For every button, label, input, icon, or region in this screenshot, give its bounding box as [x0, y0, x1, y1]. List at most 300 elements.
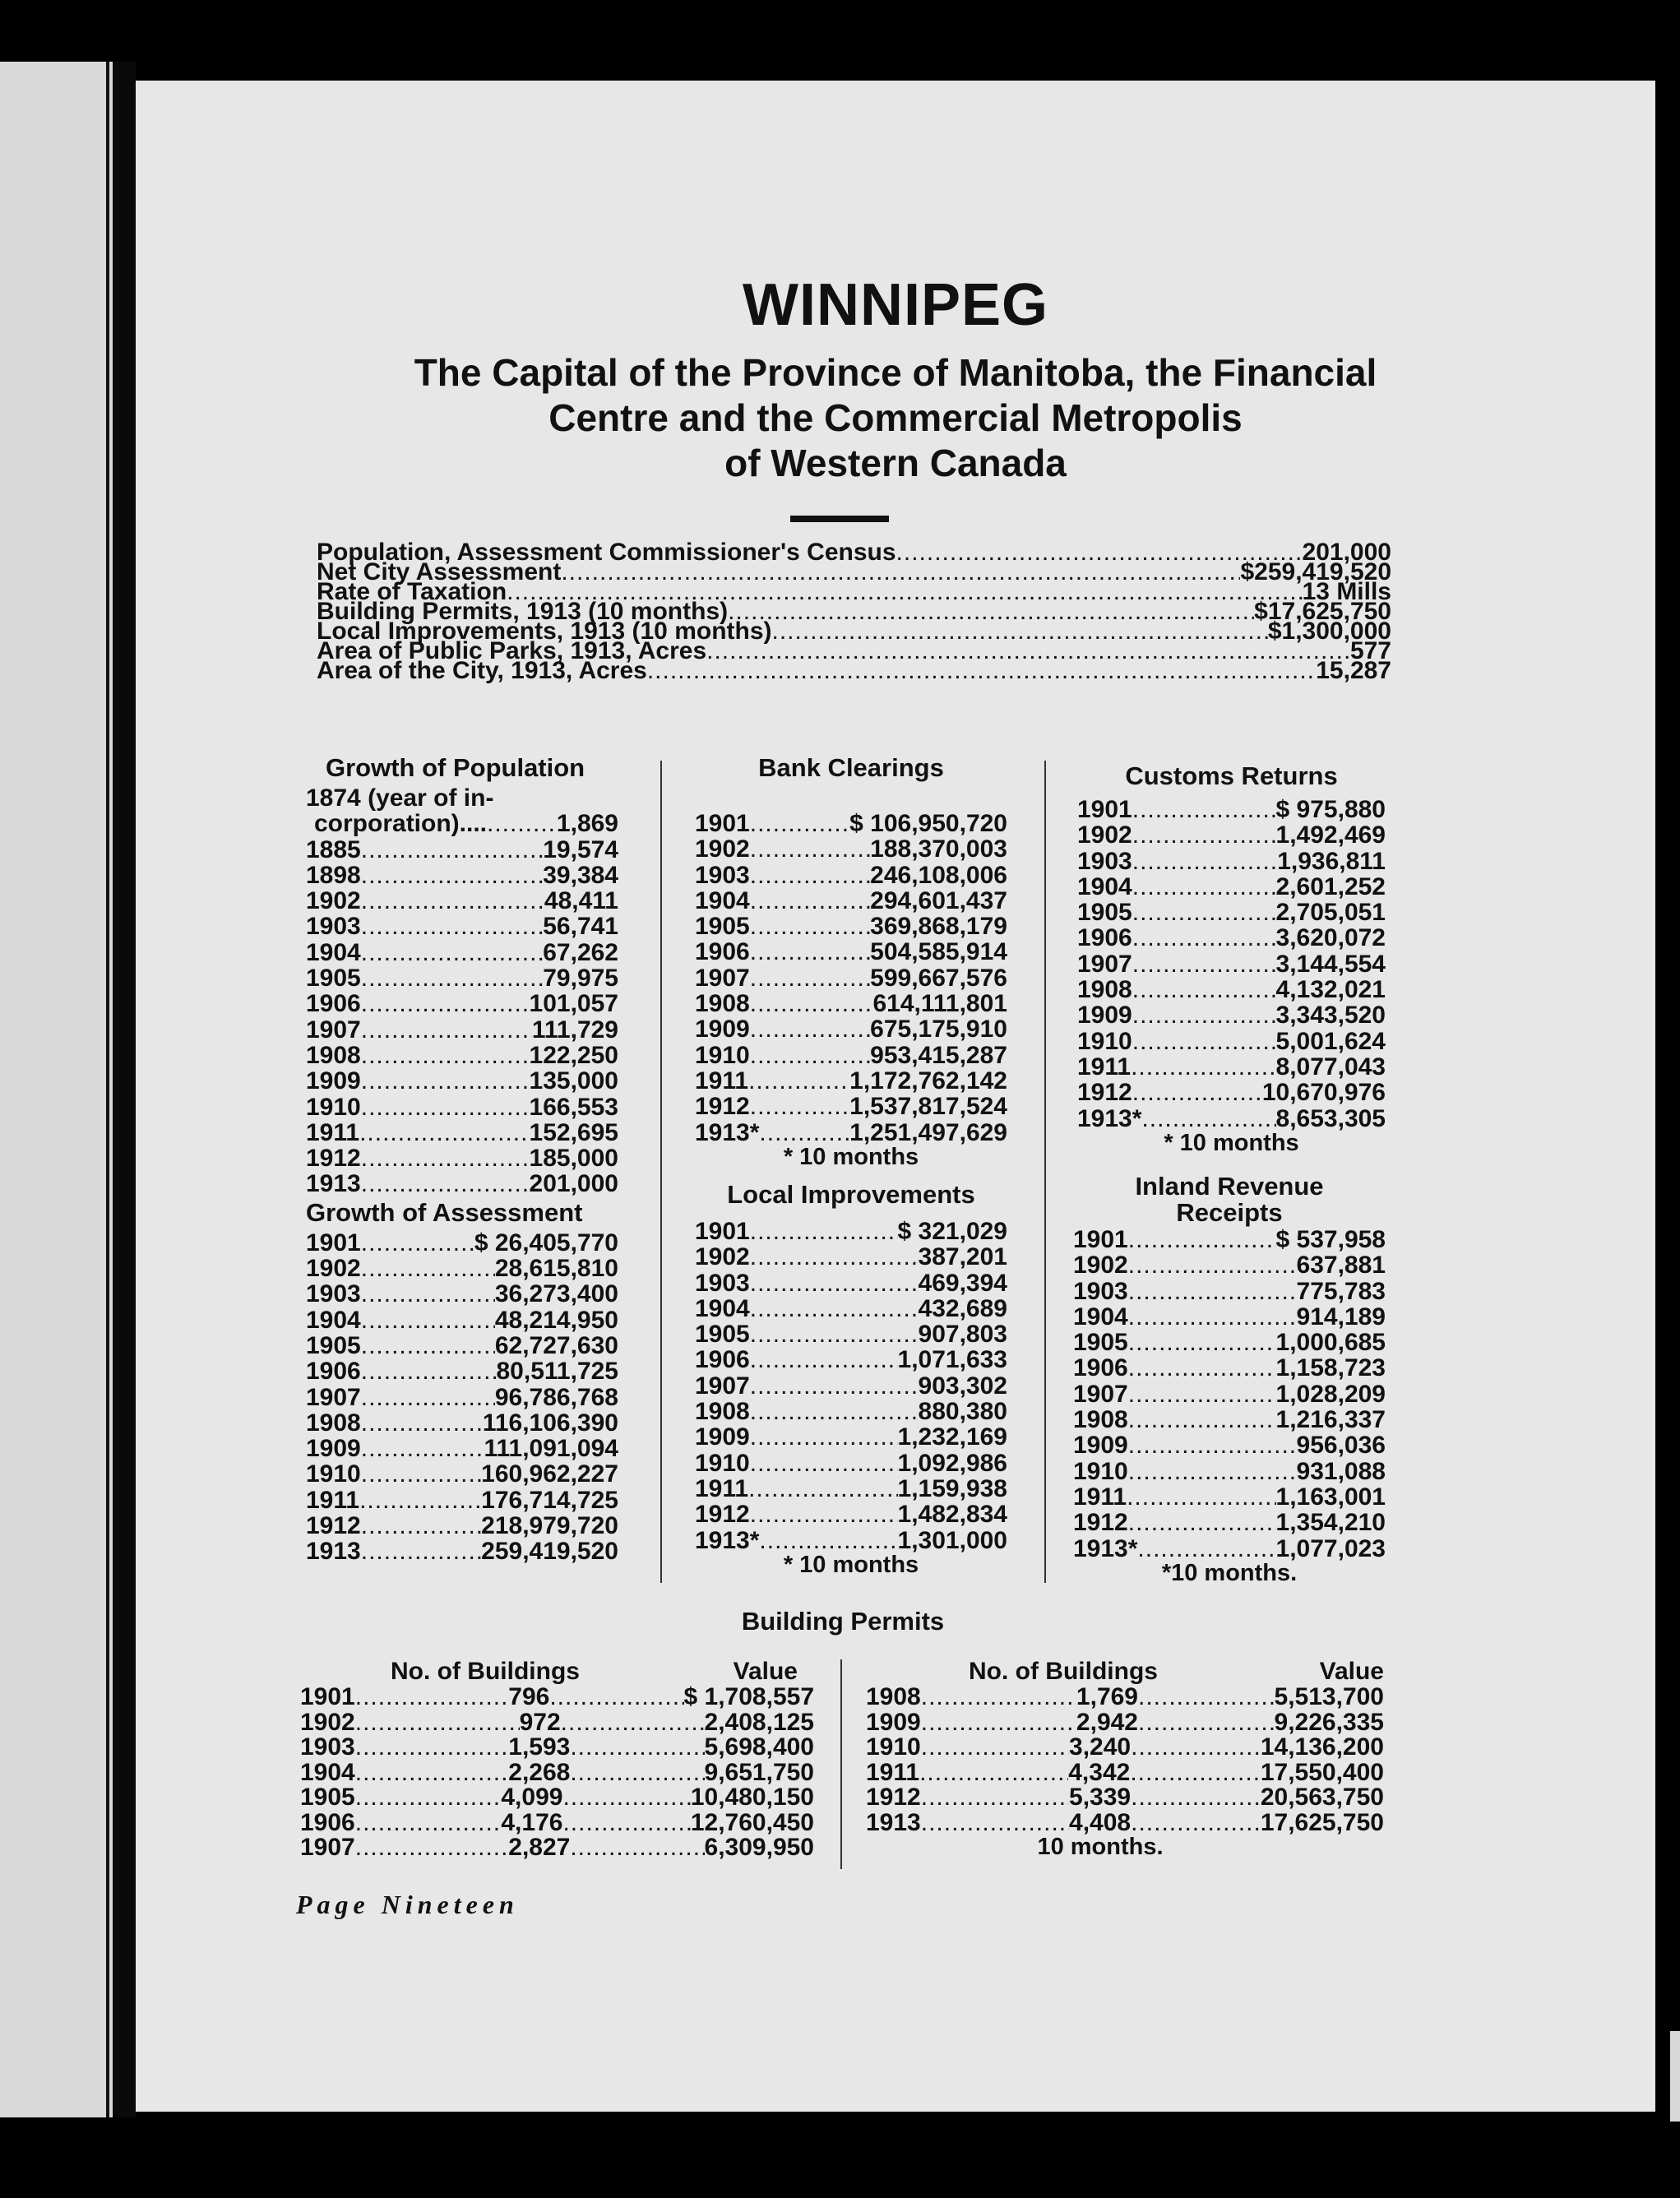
year-cell: 1901: [306, 1229, 361, 1256]
value-cell: 675,175,910: [870, 1016, 1007, 1043]
table-row: [306, 863, 618, 888]
year-cell: 1906: [695, 1346, 750, 1374]
year-cell: 1905: [1077, 899, 1132, 927]
table-row: [1077, 1029, 1386, 1054]
value-cell: 111,091,094: [484, 1435, 618, 1463]
table-row: [695, 1219, 1007, 1244]
year-cell: 1910: [1073, 1457, 1128, 1485]
summary-label: Area of the City, 1913, Acres: [317, 657, 647, 684]
building-permits-heading: Building Permits: [741, 1607, 945, 1636]
value-cell: 1,071,633: [897, 1346, 1007, 1374]
table-row: [1077, 797, 1386, 822]
summary-value: 577: [1349, 637, 1391, 664]
value-cell: 294,601,437: [870, 886, 1007, 914]
value-cell: 101,057: [529, 990, 618, 1018]
table-row: [306, 811, 618, 836]
value-cell: 1,172,762,142: [849, 1067, 1007, 1094]
count-cell: 972: [519, 1708, 561, 1736]
year-cell: 1909: [1073, 1432, 1128, 1460]
table-row: [1077, 900, 1386, 925]
table-row: [306, 1333, 618, 1358]
summary-label: Net City Assessment: [317, 558, 562, 585]
year-cell: 1908: [306, 1409, 361, 1437]
table-heading: Growth of Population: [326, 753, 585, 782]
year-cell: 1904: [1077, 872, 1132, 900]
year-cell: 1902: [1077, 821, 1132, 849]
table-heading: Receipts: [1176, 1198, 1283, 1227]
cell-value: 1,869: [556, 810, 618, 838]
subtitle-line: Centre and the Commercial Metropolis: [548, 396, 1243, 439]
table-row: [300, 1785, 814, 1811]
table-row: [306, 1068, 618, 1094]
table-row: [695, 1528, 1007, 1553]
year-cell: 1902: [1073, 1252, 1128, 1279]
year-cell: 1911: [866, 1758, 920, 1786]
value-cell: 96,786,768: [494, 1383, 618, 1411]
value-cell: 504,585,914: [870, 938, 1007, 966]
year-cell: 1905: [1073, 1329, 1128, 1357]
table-row: [1073, 1510, 1386, 1535]
intro-label: corporation)....: [314, 810, 487, 838]
value-cell: 36,273,400: [494, 1280, 618, 1308]
table-row: [306, 914, 618, 939]
year-cell: 1906: [695, 938, 750, 966]
value-cell: 201,000: [529, 1170, 618, 1198]
value-cell: 1,216,337: [1275, 1406, 1386, 1434]
count-cell: 4,342: [1068, 1758, 1131, 1786]
growth-of-population-table: [306, 752, 618, 1565]
value-cell: 122,250: [529, 1041, 618, 1069]
intro-label: 1874 (year of in-: [306, 784, 494, 812]
page-number: Page Nineteen: [296, 1890, 519, 1919]
value-cell: 903,302: [918, 1372, 1007, 1400]
year-cell: 1910: [866, 1733, 921, 1761]
subtitle-line: The Capital of the Province of Manitoba, the Financial: [414, 351, 1377, 394]
local-improvements-table: [695, 1179, 1007, 1576]
year-cell: 1909: [866, 1708, 921, 1736]
year-cell: 1910: [306, 1093, 361, 1121]
table-row: [306, 1017, 618, 1043]
year-cell: 1902: [306, 887, 361, 915]
table-row: [866, 1785, 1384, 1811]
value-cell: 152,695: [529, 1118, 618, 1146]
table-row: [306, 1256, 618, 1281]
year-cell: 1903: [695, 1269, 750, 1297]
count-cell: 1,593: [508, 1733, 571, 1761]
table-row: [306, 1436, 618, 1461]
value-cell: 1,354,210: [1275, 1509, 1386, 1537]
bank-clearings-table: [695, 752, 1007, 1168]
table-row: [1073, 1252, 1386, 1278]
value-cell: 12,760,450: [690, 1808, 814, 1836]
value-cell: 56,741: [543, 913, 618, 941]
value-cell: 48,411: [544, 887, 618, 915]
value-cell: 1,028,209: [1275, 1380, 1386, 1408]
year-cell: 1910: [695, 1041, 750, 1069]
table-row: [306, 1385, 618, 1410]
value-cell: 10,670,976: [1261, 1079, 1386, 1107]
year-cell: 1912: [306, 1145, 361, 1173]
table-heading: Customs Returns: [1125, 761, 1338, 790]
table-row: [695, 1502, 1007, 1527]
value-cell: 259,419,520: [481, 1538, 618, 1566]
scan-edge-mark: [1670, 2031, 1680, 2122]
table-row: [695, 1094, 1007, 1119]
table-heading: Inland Revenue: [1135, 1172, 1324, 1201]
table-heading: Bank Clearings: [758, 753, 944, 782]
table-row: [695, 1424, 1007, 1450]
year-cell: 1903: [306, 913, 361, 941]
value-cell: 111,729: [531, 1016, 618, 1043]
table-row: [300, 1808, 814, 1836]
summary-label: Area of Public Parks, 1913, Acres: [317, 637, 707, 664]
title-rule: [790, 516, 889, 522]
value-cell: $ 537,958: [1275, 1226, 1386, 1253]
summary-value: 201,000: [1302, 539, 1391, 566]
table-row: [695, 1296, 1007, 1321]
table-row: [695, 811, 1007, 836]
year-cell: 1907: [695, 1372, 750, 1400]
year-cell: 1913: [306, 1170, 361, 1198]
summary-statistics: [317, 539, 1391, 684]
table-row: [1077, 1106, 1386, 1131]
value-cell: 1,537,817,524: [849, 1093, 1007, 1121]
value-cell: 14,136,200: [1260, 1733, 1384, 1761]
year-cell: 1911: [695, 1067, 749, 1094]
summary-label: Population, Assessment Commissioner's Census: [317, 539, 896, 566]
value-cell: 956,036: [1296, 1432, 1386, 1460]
table-row: [695, 1321, 1007, 1347]
page-title: WINNIPEG: [742, 272, 1048, 338]
value-cell: 2,705,051: [1275, 899, 1386, 927]
value-cell: 1,158,723: [1275, 1354, 1386, 1382]
value-cell: 5,513,700: [1274, 1683, 1384, 1710]
table-row: [306, 991, 618, 1016]
table-row: [306, 1120, 618, 1145]
value-cell: $ 975,880: [1275, 796, 1386, 823]
table-row: [306, 1145, 618, 1171]
table-row: [695, 1451, 1007, 1476]
population-rows: [306, 837, 618, 1197]
year-cell: 1907: [300, 1834, 355, 1861]
count-cell: 796: [508, 1683, 550, 1710]
table-row: [866, 1685, 1384, 1710]
count-cell: 5,339: [1069, 1784, 1132, 1811]
year-cell: 1908: [866, 1683, 921, 1710]
table-row: [1073, 1279, 1386, 1304]
inland-revenue-rows: [1073, 1227, 1386, 1562]
book-gutter: [113, 62, 136, 2117]
table-row: [695, 1476, 1007, 1502]
table-row: [695, 1399, 1007, 1424]
value-cell: 166,553: [529, 1093, 618, 1121]
table-row: [695, 836, 1007, 862]
year-cell: 1904: [300, 1758, 355, 1786]
value-cell: 135,000: [529, 1067, 618, 1095]
year-cell: 1907: [695, 964, 750, 992]
table-row: [1073, 1355, 1386, 1381]
count-cell: 2,268: [508, 1758, 571, 1786]
table-row: [300, 1710, 814, 1736]
year-cell: 1912: [1077, 1079, 1132, 1107]
year-cell: 1904: [695, 1294, 750, 1322]
table-row: [1077, 874, 1386, 900]
value-cell: 5,001,624: [1275, 1027, 1386, 1055]
bank-rows: [695, 811, 1007, 1145]
year-cell: 1902: [306, 1255, 361, 1283]
footnote: 10 months.: [1037, 1834, 1164, 1860]
year-cell: 1898: [306, 861, 361, 889]
table-row: [1073, 1484, 1386, 1510]
footnote: * 10 months: [783, 1551, 919, 1578]
value-cell: 469,394: [918, 1269, 1007, 1297]
table-row: [306, 965, 618, 991]
year-cell: 1904: [695, 886, 750, 914]
value-cell: 599,667,576: [870, 964, 1007, 992]
count-cell: 1,769: [1076, 1683, 1138, 1710]
table-row: [695, 1068, 1007, 1094]
year-cell: 1902: [300, 1708, 355, 1736]
year-cell: 1906: [1073, 1354, 1128, 1382]
table-row: [695, 1373, 1007, 1399]
table-row: [1077, 925, 1386, 951]
table-row: [866, 1735, 1384, 1761]
page-edge-line: [106, 62, 109, 2117]
col-header-buildings: No. of Buildings: [391, 1658, 580, 1685]
column-divider: [660, 761, 662, 1583]
year-cell: 1910: [1077, 1027, 1132, 1055]
table-row: [866, 1710, 1384, 1736]
table-row: [695, 1043, 1007, 1068]
value-cell: 3,144,554: [1275, 950, 1386, 978]
year-cell: 1905: [306, 965, 361, 993]
year-cell: 1908: [695, 1398, 750, 1426]
permits-header: [300, 1659, 814, 1685]
table-row: [306, 1094, 618, 1120]
year-cell: 1905: [695, 1321, 750, 1349]
table-row: [1077, 951, 1386, 977]
value-cell: 62,727,630: [494, 1331, 618, 1359]
year-cell: 1901: [695, 1218, 750, 1245]
value-cell: 1,482,834: [897, 1501, 1007, 1529]
value-cell: $ 26,405,770: [474, 1229, 618, 1256]
year-cell: 1908: [1073, 1406, 1128, 1434]
year-cell: 1901: [695, 810, 750, 837]
table-row: [695, 1244, 1007, 1270]
value-cell: 67,262: [543, 938, 618, 966]
year-cell: 1911: [695, 1474, 749, 1502]
value-cell: 369,868,179: [870, 913, 1007, 941]
value-cell: 39,384: [543, 861, 618, 889]
year-cell: 1904: [306, 1306, 361, 1334]
summary-label: Building Permits, 1913 (10 months): [317, 598, 729, 625]
value-cell: 614,111,801: [872, 990, 1007, 1018]
customs-rows: [1077, 797, 1386, 1131]
table-row: [1077, 1054, 1386, 1080]
summary-value: 13 Mills: [1302, 578, 1391, 605]
table-row: [306, 1307, 618, 1333]
value-cell: $ 321,029: [897, 1218, 1007, 1245]
value-cell: 20,563,750: [1260, 1784, 1384, 1811]
col-header-buildings: No. of Buildings: [969, 1658, 1158, 1685]
count-cell: 2,827: [508, 1834, 571, 1861]
value-cell: 1,301,000: [897, 1526, 1007, 1554]
value-cell: 1,251,497,629: [849, 1118, 1007, 1146]
value-cell: 28,615,810: [494, 1255, 618, 1283]
value-cell: 432,689: [918, 1294, 1007, 1322]
table-row: [695, 939, 1007, 965]
year-cell: 1902: [695, 1243, 750, 1271]
table-row: [300, 1835, 814, 1861]
year-cell: 1904: [306, 938, 361, 966]
year-cell: 1907: [1077, 950, 1132, 978]
table-row: [695, 863, 1007, 888]
count-cell: 2,942: [1076, 1708, 1138, 1736]
year-cell: 1909: [306, 1435, 361, 1463]
year-cell: 1907: [306, 1383, 361, 1411]
table-row: [1073, 1432, 1386, 1458]
value-cell: 185,000: [529, 1145, 618, 1173]
year-cell: 1911: [306, 1486, 360, 1514]
year-cell: 1911: [1077, 1053, 1132, 1080]
subtitle-line: of Western Canada: [724, 442, 1067, 484]
year-cell: 1912: [695, 1501, 750, 1529]
year-cell: 1908: [695, 990, 750, 1018]
year-cell: 1905: [306, 1331, 361, 1359]
table-row: [866, 1758, 1384, 1786]
count-cell: 4,408: [1069, 1808, 1132, 1836]
value-cell: $ 1,708,557: [683, 1683, 814, 1710]
footnote: *10 months.: [1161, 1559, 1298, 1586]
summary-label: Rate of Taxation: [317, 578, 507, 605]
year-cell: 1906: [306, 1358, 361, 1386]
year-cell: 1906: [300, 1808, 355, 1836]
year-cell: 1903: [695, 861, 750, 889]
table-row: [306, 940, 618, 965]
year-cell: 1904: [1073, 1303, 1128, 1330]
table-row: [306, 1488, 618, 1513]
count-cell: 4,176: [501, 1808, 563, 1836]
table-row: [300, 1735, 814, 1761]
year-cell: 1910: [306, 1460, 361, 1488]
year-cell: 1913: [866, 1808, 921, 1836]
value-cell: 637,881: [1296, 1252, 1386, 1279]
value-cell: 1,077,023: [1275, 1534, 1386, 1562]
summary-label: Local Improvements, 1913 (10 months): [317, 618, 772, 645]
table-row: [300, 1758, 814, 1786]
value-cell: $ 106,950,720: [849, 810, 1007, 837]
value-cell: 48,214,950: [494, 1306, 618, 1334]
year-cell: 1903: [300, 1733, 355, 1761]
year-cell: 1908: [1077, 976, 1132, 1004]
table-row: [306, 1513, 618, 1539]
year-cell: 1913*: [695, 1526, 760, 1554]
value-cell: 1,159,938: [897, 1474, 1007, 1502]
value-cell: 931,088: [1296, 1457, 1386, 1485]
count-cell: 4,099: [501, 1784, 563, 1811]
table-row: [1073, 1407, 1386, 1432]
table-row: [695, 914, 1007, 939]
assessment-rows: [306, 1230, 618, 1565]
table-row: [695, 965, 1007, 991]
summary-value: 15,287: [1316, 657, 1391, 684]
table-row: [300, 1685, 814, 1710]
value-cell: 1,232,169: [897, 1423, 1007, 1451]
table-row: [695, 1016, 1007, 1042]
value-cell: 80,511,725: [496, 1358, 618, 1386]
year-cell: 1906: [1077, 924, 1132, 952]
value-cell: 188,370,003: [870, 835, 1007, 863]
year-cell: 1902: [695, 835, 750, 863]
value-cell: 1,163,001: [1275, 1483, 1386, 1511]
value-cell: 17,625,750: [1260, 1808, 1384, 1836]
value-cell: 10,480,150: [690, 1784, 814, 1811]
table-row: [306, 1281, 618, 1307]
value-cell: 9,651,750: [704, 1758, 814, 1786]
permits-header: [866, 1659, 1384, 1685]
table-row: [306, 1410, 618, 1436]
table-row: [306, 1043, 618, 1068]
value-cell: 2,408,125: [704, 1708, 814, 1736]
page-subtitle: [136, 350, 1655, 486]
value-cell: 17,550,400: [1260, 1758, 1384, 1786]
col-header-value: Value: [1319, 1658, 1384, 1685]
value-cell: 3,620,072: [1275, 924, 1386, 952]
table-row: [306, 1358, 618, 1384]
table-row: [306, 1230, 618, 1256]
value-cell: 5,698,400: [704, 1733, 814, 1761]
year-cell: 1911: [1073, 1483, 1127, 1511]
table-row: [695, 1120, 1007, 1145]
table-row: [306, 1171, 618, 1196]
value-cell: 6,309,950: [704, 1834, 814, 1861]
table-row: [1073, 1304, 1386, 1330]
table-row: [1077, 1080, 1386, 1105]
building-permits-right: [866, 1659, 1384, 1858]
table-row: [306, 888, 618, 914]
value-cell: 8,653,305: [1275, 1104, 1386, 1132]
value-cell: 160,962,227: [481, 1460, 618, 1488]
year-cell: 1909: [695, 1423, 750, 1451]
year-cell: 1903: [1073, 1277, 1128, 1305]
year-cell: 1907: [1073, 1380, 1128, 1408]
value-cell: 775,783: [1296, 1277, 1386, 1305]
table-row: [866, 1808, 1384, 1836]
inland-revenue-table: [1073, 1174, 1386, 1585]
value-cell: 1,000,685: [1275, 1329, 1386, 1357]
table-row: [1073, 1330, 1386, 1355]
table-row: [1077, 822, 1386, 848]
table-row: [306, 837, 618, 863]
table-row: [695, 888, 1007, 914]
value-cell: 1,492,469: [1275, 821, 1386, 849]
summary-row: [317, 657, 1391, 684]
summary-value: $259,419,520: [1240, 558, 1391, 585]
value-cell: 907,803: [918, 1321, 1007, 1349]
year-cell: 1905: [695, 913, 750, 941]
table-row: [695, 1347, 1007, 1372]
value-cell: 19,574: [543, 835, 618, 863]
footnote: * 10 months: [1164, 1129, 1299, 1156]
year-cell: 1912: [866, 1784, 921, 1811]
table-heading: Local Improvements: [727, 1180, 975, 1209]
value-cell: 218,979,720: [481, 1512, 618, 1540]
table-row: [1073, 1536, 1386, 1562]
year-cell: 1901: [300, 1683, 355, 1710]
value-cell: 387,201: [918, 1243, 1007, 1271]
year-cell: 1909: [695, 1016, 750, 1043]
year-cell: 1906: [306, 990, 361, 1018]
